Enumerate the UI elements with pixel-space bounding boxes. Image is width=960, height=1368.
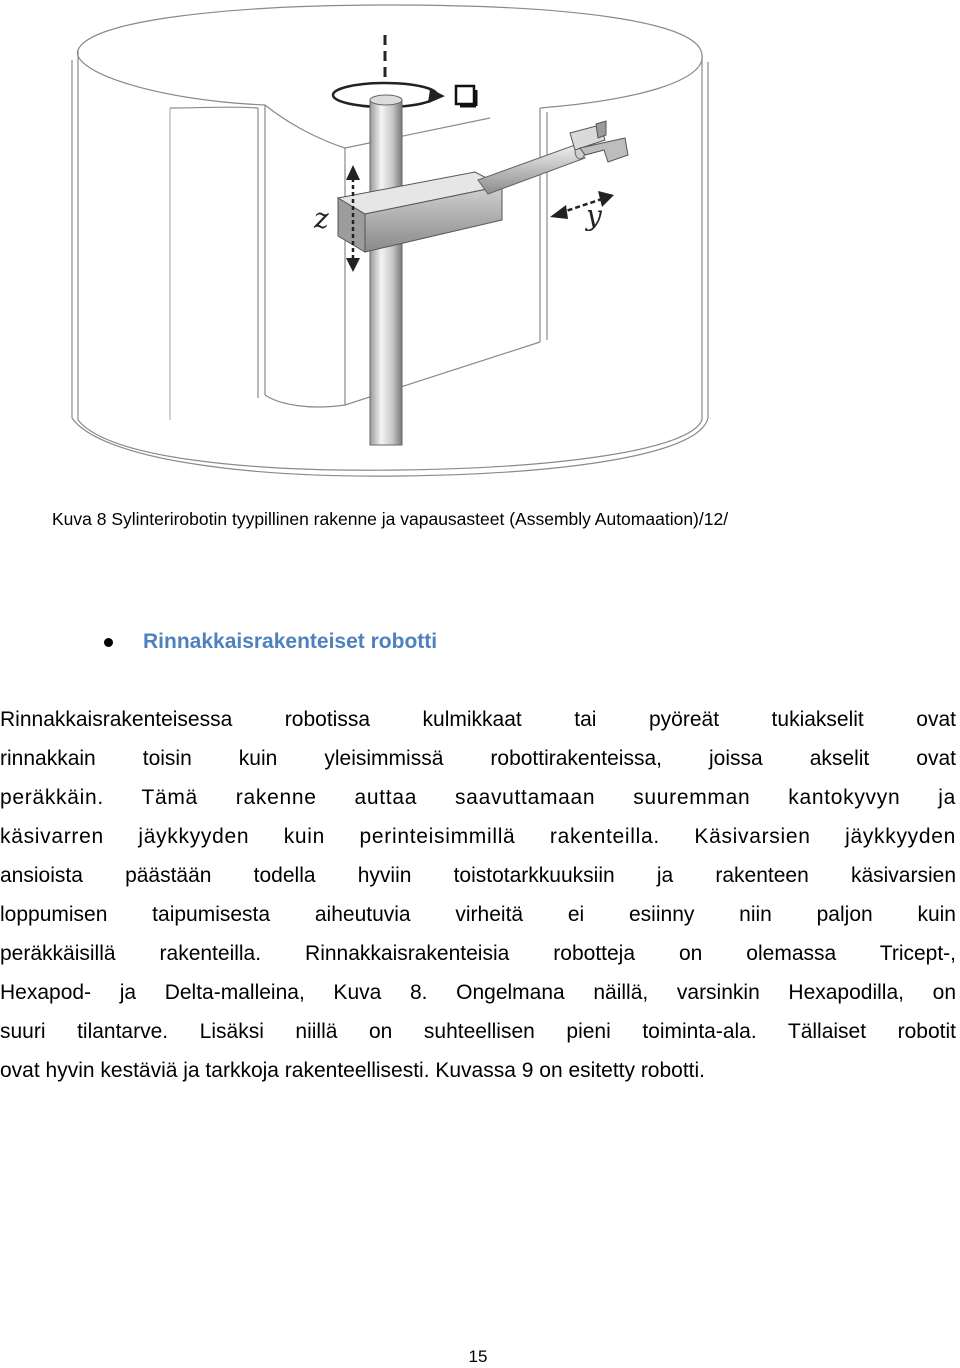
paragraph-line: rinnakkain toisin kuin yleisimmissä robottirakenteissa, joissa akselit ovat (0, 747, 956, 770)
paragraph-line: Rinnakkaisrakenteisessa robotissa kulmikkaat tai pyöreät tukiakselit ovat (0, 708, 956, 731)
horizontal-arm (478, 143, 585, 194)
bullet-icon (104, 638, 113, 647)
figure-caption: Kuva 8 Sylinterirobotin tyypillinen rakenne ja vapausasteet (Assembly Automaation)/12/ (52, 509, 729, 529)
section-heading-row (104, 627, 437, 657)
cylindrical-robot-figure (0, 0, 960, 480)
z-axis-label: z (314, 202, 329, 235)
section-heading: Rinnakkaisrakenteiset robotti (143, 630, 438, 653)
y-axis-label: y (586, 199, 602, 232)
paragraph-line: loppumisen taipumisesta aiheutuvia virheitä ei esiinny niin paljon kuin (0, 903, 956, 926)
paragraph-line: Hexapod- ja Delta-malleina, Kuva 8. Ongelmana näillä, varsinkin Hexapodilla, on (0, 981, 956, 1004)
paragraph-line: ovat hyvin kestäviä ja tarkkoja rakenteellisesti. Kuvassa 9 on esitetty robotti. (0, 1059, 706, 1082)
carriage-block (338, 172, 502, 252)
paragraph-line: peräkkäin. Tämä rakenne auttaa saavuttamaan suuremman kantokyvyn ja (0, 786, 956, 809)
paragraph-line: käsivarren jäykkyyden kuin perinteisimmillä rakenteilla. Käsivarsien jäykkyyden (0, 825, 956, 848)
rotation-joint-symbol-icon (456, 86, 476, 106)
paragraph-line: peräkkäisillä rakenteilla. Rinnakkaisrakenteisia robotteja on olemassa Tricept-, (0, 942, 956, 965)
paragraph-line: ansioista päästään todella hyviin toistotarkkuuksiin ja rakenteen käsivarsien (0, 864, 956, 887)
paragraph-line: suuri tilantarve. Lisäksi niillä on suhteellisen pieni toiminta-ala. Tällaiset robotit (0, 1020, 956, 1043)
page-number: 15 (468, 1347, 488, 1366)
vertical-column (370, 95, 402, 445)
body-paragraph (0, 700, 956, 1090)
y-axis-arrow-icon (550, 191, 614, 219)
